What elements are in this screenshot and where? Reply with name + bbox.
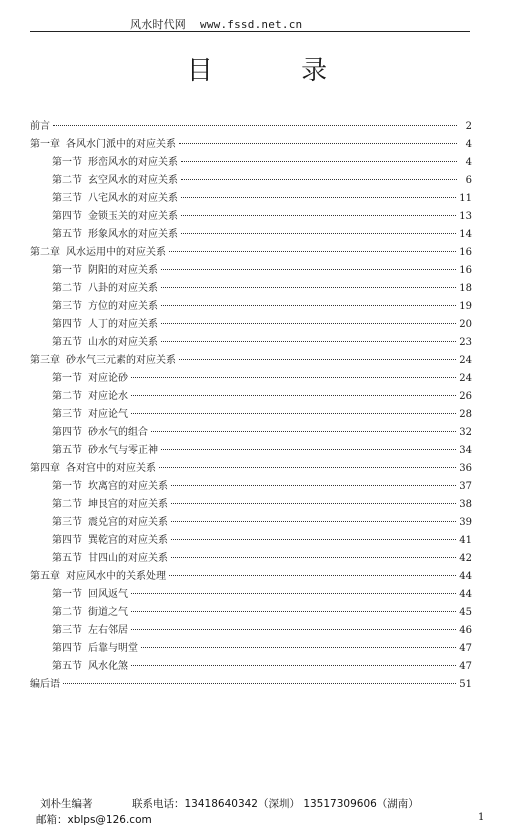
toc-entry-label: [52, 334, 158, 352]
toc-section-row: [30, 298, 472, 316]
toc-entry-title: 阴阳的对应关系: [88, 265, 158, 276]
toc-leader-dots: [181, 215, 456, 216]
toc-section-row: [30, 172, 472, 190]
toc-entry-title: 前言: [30, 121, 50, 132]
toc-leader-dots: [131, 395, 456, 396]
toc-entry-title: 震兑宫的对应关系: [88, 517, 168, 528]
toc-entry-number: 第二节: [52, 283, 82, 294]
toc-entry-label: [52, 514, 168, 532]
toc-section-row: [30, 442, 472, 460]
page-footer: [30, 796, 490, 832]
toc-entry-label: [30, 244, 166, 262]
toc-page-number: 16: [459, 265, 472, 276]
toc-entry-title: 玄空风水的对应关系: [88, 175, 178, 186]
toc-page-number: 51: [459, 679, 472, 690]
toc-section-row: [30, 388, 472, 406]
toc-entry-title: 坤艮宫的对应关系: [88, 499, 168, 510]
toc-entry-number: 第三节: [52, 625, 82, 636]
toc-page-number: 44: [459, 589, 472, 600]
toc-entry-label: [52, 604, 128, 622]
toc-leader-dots: [53, 125, 457, 126]
toc-leader-dots: [171, 521, 456, 522]
toc-page-number: 47: [459, 643, 472, 654]
toc-leader-dots: [181, 179, 457, 180]
toc-section-row: [30, 370, 472, 388]
toc-leader-dots: [171, 503, 456, 504]
page-number: 1: [478, 812, 485, 823]
toc-page-number: 6: [465, 175, 472, 186]
toc-section-row: [30, 190, 472, 208]
toc-section-row: [30, 406, 472, 424]
toc-entry-label: [52, 316, 158, 334]
toc-entry-number: 第一节: [52, 157, 82, 168]
toc-entry-label: [52, 622, 128, 640]
toc-entry-number: 第四节: [52, 643, 82, 654]
toc-leader-dots: [63, 683, 456, 684]
toc-entry-label: [52, 640, 138, 658]
toc-leader-dots: [181, 233, 456, 234]
toc-page-number: 45: [459, 607, 472, 618]
toc-entry-number: 第一节: [52, 481, 82, 492]
toc-leader-dots: [181, 161, 457, 162]
toc-leader-dots: [161, 449, 456, 450]
toc-leader-dots: [161, 341, 456, 342]
toc-entry-number: 第三节: [52, 517, 82, 528]
toc-entry-label: [30, 136, 176, 154]
toc-entry-label: [52, 478, 168, 496]
page-title: 目 录: [186, 56, 368, 86]
toc-entry-label: [52, 298, 158, 316]
toc-entry-title: 街道之气: [88, 607, 128, 618]
toc-entry-title: 风水运用中的对应关系: [66, 247, 166, 258]
toc-page-number: 23: [459, 337, 472, 348]
toc-entry-label: [52, 280, 158, 298]
toc-page-number: 34: [459, 445, 472, 456]
toc-entry-number: 第五节: [52, 337, 82, 348]
page-header: [30, 16, 470, 36]
toc-chapter-row: [30, 352, 472, 370]
header-rule: [30, 31, 470, 32]
toc-entry-label: [52, 496, 168, 514]
toc-section-row: [30, 316, 472, 334]
toc-leader-dots: [159, 467, 456, 468]
toc-page-number: 26: [459, 391, 472, 402]
toc-section-row: [30, 226, 472, 244]
toc-entry-title: 后靠与明堂: [88, 643, 138, 654]
toc-page-number: 2: [465, 121, 472, 132]
toc-page-number: 24: [459, 373, 472, 384]
toc-entry-number: 第二节: [52, 175, 82, 186]
toc-entry-number: 第一节: [52, 589, 82, 600]
header-text: [130, 16, 302, 32]
toc-chapter-row: [30, 676, 472, 694]
toc-entry-label: [52, 586, 128, 604]
toc-section-row: [30, 640, 472, 658]
toc-entry-label: [52, 532, 168, 550]
toc-leader-dots: [161, 305, 456, 306]
toc-leader-dots: [181, 197, 456, 198]
toc-entry-title: 对应风水中的关系处理: [66, 571, 166, 582]
toc-entry-number: 第一节: [52, 373, 82, 384]
toc-entry-label: [52, 190, 178, 208]
toc-entry-title: 对应论水: [88, 391, 128, 402]
toc-page-number: 42: [459, 553, 472, 564]
site-url: www.fssd.net.cn: [200, 18, 303, 31]
toc-page-number: 18: [459, 283, 472, 294]
toc-section-row: [30, 622, 472, 640]
toc-entry-title: 山水的对应关系: [88, 337, 158, 348]
toc-entry-title: 人丁的对应关系: [88, 319, 158, 330]
toc-leader-dots: [171, 485, 456, 486]
toc-section-row: [30, 550, 472, 568]
toc-entry-number: 第二节: [52, 607, 82, 618]
toc-entry-label: [52, 154, 178, 172]
toc-entry-label: [30, 352, 176, 370]
footer-email: 邮箱：xblps@126.com: [36, 814, 152, 826]
toc-entry-title: 甘四山的对应关系: [88, 553, 168, 564]
toc-entry-number: 第五节: [52, 445, 82, 456]
toc-entry-number: 第三节: [52, 301, 82, 312]
toc-page-number: 32: [459, 427, 472, 438]
toc-entry-label: [52, 424, 148, 442]
toc-entry-title: 风水化煞: [88, 661, 128, 672]
toc-page-number: 47: [459, 661, 472, 672]
toc-entry-number: 第四章: [30, 463, 60, 474]
toc-entry-number: 第三节: [52, 409, 82, 420]
toc-entry-title: 对应论气: [88, 409, 128, 420]
toc-entry-title: 八卦的对应关系: [88, 283, 158, 294]
toc-leader-dots: [141, 647, 456, 648]
toc-leader-dots: [131, 377, 456, 378]
toc-entry-title: 八宅风水的对应关系: [88, 193, 178, 204]
toc-section-row: [30, 496, 472, 514]
toc-entry-title: 回风返气: [88, 589, 128, 600]
toc-entry-label: [30, 676, 60, 694]
toc-entry-label: [30, 118, 50, 136]
toc-page-number: 4: [465, 139, 472, 150]
toc-entry-number: 第三节: [52, 193, 82, 204]
toc-page-number: 24: [459, 355, 472, 366]
toc-section-row: [30, 208, 472, 226]
toc-section-row: [30, 424, 472, 442]
toc-section-row: [30, 532, 472, 550]
toc-entry-label: [52, 262, 158, 280]
toc-chapter-row: [30, 244, 472, 262]
toc-page-number: 37: [459, 481, 472, 492]
toc-entry-number: 第四节: [52, 319, 82, 330]
toc-entry-title: 各对宫中的对应关系: [66, 463, 156, 474]
toc-leader-dots: [171, 557, 456, 558]
toc-entry-label: [52, 370, 128, 388]
toc-entry-label: [52, 208, 178, 226]
toc-leader-dots: [131, 593, 456, 594]
toc-chapter-row: [30, 460, 472, 478]
toc-entry-number: 第五章: [30, 571, 60, 582]
toc-entry-title: 巽乾宫的对应关系: [88, 535, 168, 546]
toc-entry-number: 第四节: [52, 535, 82, 546]
toc-entry-number: 第一节: [52, 265, 82, 276]
toc-page-number: 38: [459, 499, 472, 510]
toc-entry-label: [52, 388, 128, 406]
toc-entry-title: 各风水门派中的对应关系: [66, 139, 176, 150]
toc-leader-dots: [169, 575, 456, 576]
toc-section-row: [30, 478, 472, 496]
toc-entry-title: 砂水气的组合: [88, 427, 148, 438]
toc-entry-label: [52, 442, 158, 460]
toc-page-number: 39: [459, 517, 472, 528]
toc-entry-title: 形峦风水的对应关系: [88, 157, 178, 168]
toc-section-row: [30, 604, 472, 622]
toc-chapter-row: [30, 136, 472, 154]
toc-entry-number: 第二节: [52, 391, 82, 402]
toc-entry-title: 对应论砂: [88, 373, 128, 384]
toc-chapter-row: [30, 118, 472, 136]
toc-page-number: 41: [459, 535, 472, 546]
toc-entry-title: 方位的对应关系: [88, 301, 158, 312]
toc-entry-number: 第五节: [52, 553, 82, 564]
toc-page-number: 11: [459, 193, 472, 204]
toc-entry-title: 编后语: [30, 679, 60, 690]
toc-entry-label: [52, 406, 128, 424]
toc-entry-label: [52, 172, 178, 190]
toc-entry-label: [52, 658, 128, 676]
toc-page-number: 28: [459, 409, 472, 420]
toc-entry-title: 金锁玉关的对应关系: [88, 211, 178, 222]
toc-section-row: [30, 586, 472, 604]
toc-entry-label: [30, 568, 166, 586]
toc-leader-dots: [179, 359, 456, 360]
toc-entry-number: 第二章: [30, 247, 60, 258]
toc-entry-label: [30, 460, 156, 478]
toc-leader-dots: [151, 431, 456, 432]
toc-section-row: [30, 334, 472, 352]
toc-leader-dots: [161, 287, 456, 288]
toc-entry-number: 第二节: [52, 499, 82, 510]
toc-page-number: 36: [459, 463, 472, 474]
toc-entry-label: [52, 226, 178, 244]
toc-leader-dots: [131, 413, 456, 414]
toc-section-row: [30, 280, 472, 298]
toc-page-number: 20: [459, 319, 472, 330]
toc-section-row: [30, 262, 472, 280]
toc-entry-title: 砂水气与零正神: [88, 445, 158, 456]
toc-entry-title: 砂水气三元素的对应关系: [66, 355, 176, 366]
toc-leader-dots: [161, 323, 456, 324]
toc-entry-label: [52, 550, 168, 568]
toc-entry-number: 第五节: [52, 229, 82, 240]
footer-author: 刘朴生编著: [40, 798, 93, 810]
toc-page-number: 46: [459, 625, 472, 636]
toc-entry-title: 形象风水的对应关系: [88, 229, 178, 240]
toc-leader-dots: [171, 539, 456, 540]
toc-leader-dots: [161, 269, 456, 270]
toc-page-number: 19: [459, 301, 472, 312]
toc-entry-number: 第三章: [30, 355, 60, 366]
toc-entry-number: 第四节: [52, 211, 82, 222]
toc-section-row: [30, 514, 472, 532]
toc-leader-dots: [179, 143, 457, 144]
toc-section-row: [30, 154, 472, 172]
site-name: 风水时代网: [130, 18, 186, 31]
toc-entry-number: 第一章: [30, 139, 60, 150]
toc-page-number: 16: [459, 247, 472, 258]
toc-leader-dots: [131, 629, 456, 630]
toc-page-number: 4: [465, 157, 472, 168]
toc-page-number: 13: [459, 211, 472, 222]
toc-leader-dots: [169, 251, 456, 252]
footer-contact: 联系电话：13418640342（深圳） 13517309606（湖南）: [132, 798, 419, 810]
toc-page-number: 14: [459, 229, 472, 240]
toc-chapter-row: [30, 568, 472, 586]
toc-entry-title: 左右邻居: [88, 625, 128, 636]
toc-leader-dots: [131, 611, 456, 612]
toc-leader-dots: [131, 665, 456, 666]
toc-entry-title: 坎离宫的对应关系: [88, 481, 168, 492]
toc-page-number: 44: [459, 571, 472, 582]
toc-entry-number: 第五节: [52, 661, 82, 672]
toc-entry-number: 第四节: [52, 427, 82, 438]
toc-section-row: [30, 658, 472, 676]
table-of-contents: [30, 118, 472, 694]
